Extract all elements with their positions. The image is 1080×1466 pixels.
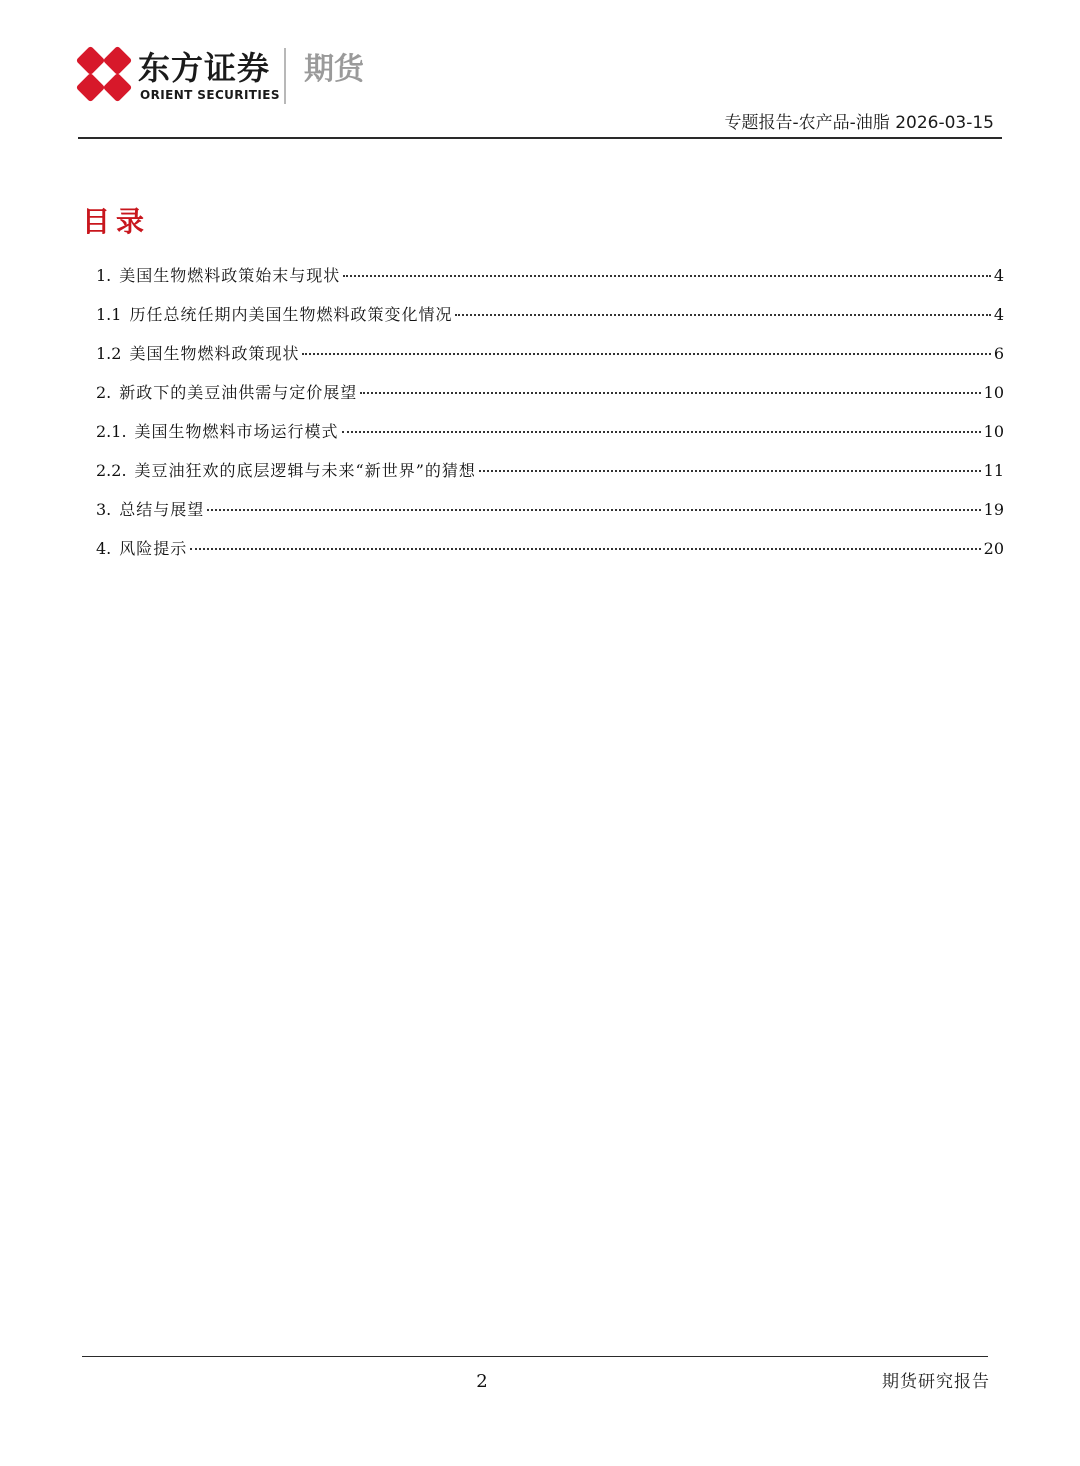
toc-dot-leader — [479, 470, 981, 472]
toc-entry-title: 美国生物燃料政策现状 — [129, 344, 300, 363]
toc-entry-page: 10 — [983, 383, 1004, 402]
toc-entry-page: 6 — [993, 344, 1004, 363]
toc-entry-number: 1. — [96, 266, 112, 285]
toc-dot-leader — [302, 353, 990, 355]
toc-entry-title: 历任总统任期内美国生物燃料政策变化情况 — [129, 305, 453, 324]
toc-entry-page: 4 — [993, 266, 1004, 285]
toc-entry[interactable] — [96, 303, 1004, 342]
toc-dot-leader — [360, 392, 980, 394]
toc-entry-title: 新政下的美豆油供需与定价展望 — [119, 383, 358, 402]
toc-title: 目录 — [82, 205, 151, 238]
toc-entry-title: 美豆油狂欢的底层逻辑与未来“新世界”的猜想 — [134, 461, 476, 480]
brand-divider — [284, 48, 286, 104]
toc-entry[interactable] — [96, 498, 1004, 537]
toc-entry-title: 美国生物燃料市场运行模式 — [134, 422, 339, 441]
toc-entry[interactable] — [96, 459, 1004, 498]
report-category-date: 专题报告-农产品-油脂 2026-03-15 — [724, 113, 994, 133]
toc-dot-leader — [190, 548, 980, 550]
toc-entry[interactable] — [96, 537, 1004, 576]
toc-entry-number: 2.1. — [96, 422, 127, 441]
toc-entry-page: 10 — [983, 422, 1004, 441]
toc-entry[interactable] — [96, 342, 1004, 381]
brand-name-en: ORIENT SECURITIES — [140, 88, 280, 102]
toc-entry-number: 3. — [96, 500, 112, 519]
footer-rule — [82, 1356, 988, 1357]
toc-list — [96, 264, 1004, 576]
toc-dot-leader — [342, 431, 981, 433]
toc-entry-number: 1.2 — [96, 344, 122, 363]
toc-entry[interactable] — [96, 264, 1004, 303]
page-header — [0, 0, 1080, 140]
toc-entry-number: 2. — [96, 383, 112, 402]
toc-entry-page: 4 — [993, 305, 1004, 324]
toc-entry-page: 19 — [983, 500, 1004, 519]
toc-dot-leader — [207, 509, 980, 511]
brand-name-cn: 东方证券 — [138, 49, 271, 87]
header-rule — [78, 137, 1002, 139]
toc-entry[interactable] — [96, 420, 1004, 459]
toc-entry-number: 2.2. — [96, 461, 127, 480]
toc-entry[interactable] — [96, 381, 1004, 420]
toc-entry-title: 风险提示 — [119, 539, 188, 558]
brand-division: 期货 — [304, 52, 364, 87]
toc-dot-leader — [455, 314, 990, 316]
toc-entry-page: 11 — [983, 461, 1004, 480]
toc-entry-page: 20 — [983, 539, 1004, 558]
toc-entry-title: 美国生物燃料政策始末与现状 — [119, 266, 341, 285]
toc-entry-number: 1.1 — [96, 305, 122, 324]
toc-entry-number: 4. — [96, 539, 112, 558]
page-number: 2 — [476, 1371, 488, 1392]
footer-report-type: 期货研究报告 — [882, 1372, 990, 1392]
orient-securities-logo-icon — [76, 46, 132, 102]
toc-entry-title: 总结与展望 — [119, 500, 205, 519]
toc-dot-leader — [343, 275, 991, 277]
